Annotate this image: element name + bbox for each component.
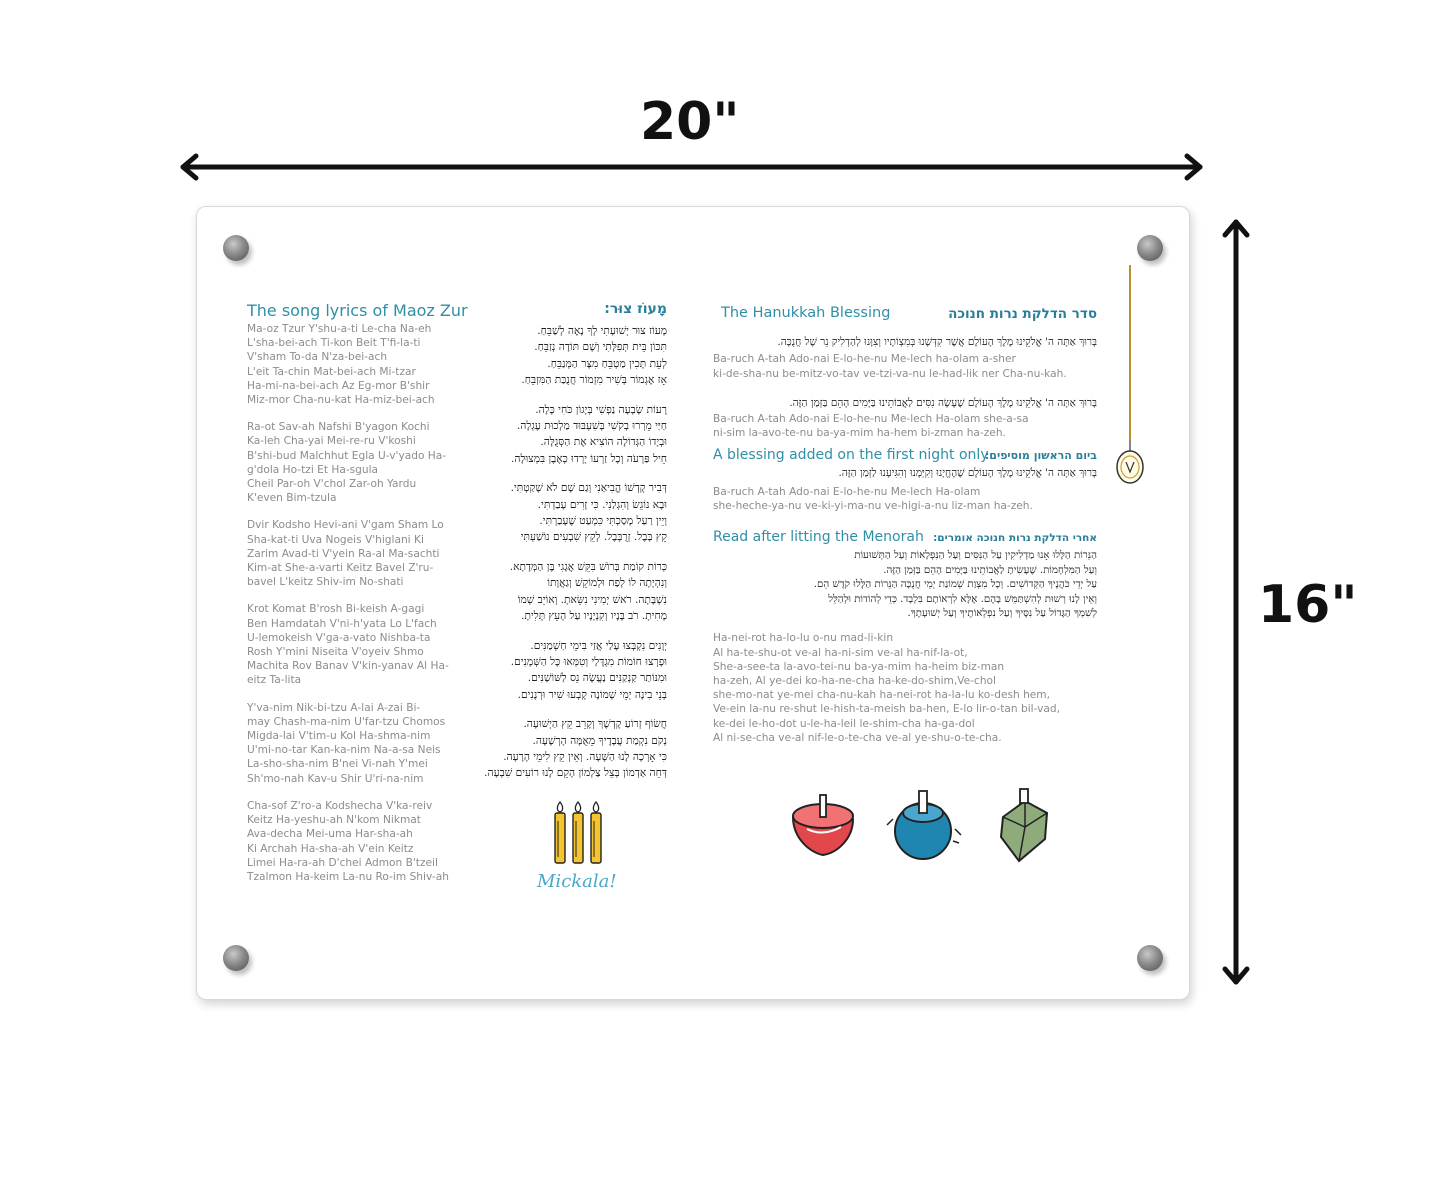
acrylic-panel <box>196 206 1190 1000</box>
maoz-zur-hebrew-stanza: דְּבִיר קָדְשׁוֹ הֱבִיאַנִי וְגַם שָׁם לֹא שָׁקַטְתִּי. וּבָא נוֹגֵשׂ וְהִגְלַנִי. כִּי זָרִים עָבַדְתִּי. וְיֵין רַעַל מָסַכְתִּי כִּמְעַט שֶׁעָבַרְתִּי. קֵץ בָּבֶל. זְרֻבָּבֶל. לְקֵץ שִׁבְעִים נוֹשַׁעְתִּי <box>510 482 667 544</box>
after-lighting-hebrew: הַנֵּרוֹת הַלָּלוּ אָנוּ מַדְלִיקִין עַל הַנִּסִּים וְעַל הַנִּפְלָאוֹת וְעַל הַתְּשׁוּעוֹת וְעַל הַמִּלְחָמוֹת. שֶׁעָשִׂיתָ לַאֲבוֹתֵינוּ בַּיָּמִים הָהֵם בַּזְּמַן הַזֶּה. עַל יְדֵי כֹּהֲנֶיךָ הַקְּדוֹשִׁים. וְכָל מִצְוַת שְׁמוֹנַת יְמֵי חֲנֻכָּה הַנֵּרוֹת הַלָּלוּ קֹדֶשׁ הֵם. וְאֵין לָנוּ רְשׁוּת לְהִשְׁתַּמֵּשׁ בָּהֶם. אֶלָּא לִרְאוֹתָם בִּלְבָד. כְּדֵי לְהוֹדוֹת וּלְהַלֵּל לְשִׁמְךָ הַגָּדוֹל עַל נִסֶּיךָ וְעַל נִפְלְאוֹתֶיךָ וְעַל יְשׁוּעָתֶךָ. <box>813 550 1097 620</box>
screw-icon <box>223 945 249 971</box>
first-night-title-hebrew: ביום הראשון מוסיפים: <box>984 448 1097 462</box>
candles-icon <box>549 799 609 865</box>
after-lighting-title-english: Read after litting the Menorah <box>713 529 924 546</box>
dreidel-blue-icon <box>883 779 967 865</box>
maoz-zur-hebrew-column <box>462 301 667 795</box>
maoz-zur-stanza: Ra-ot Sav-ah Nafshi B'yagon Kochi Ka-leh Cha-yai Mei-re-ru V'koshi B'shi-bud Malchhut Egla U-v'yado Ha- g'dola Ho-tzi Et Ha-sgula Cheil Par-oh V'chol Zar-oh Yardu K'even Bim-tzula <box>247 421 447 505</box>
after-lighting-header <box>713 529 1097 547</box>
blessings-column <box>713 304 1097 745</box>
maoz-zur-hebrew-stanza: רָעוֹת שָׂבְעָה נַפְשִׁי בְּיָגוֹן כֹּחִי כָּלָה. חַיַּי מֵרְרוּ בְקֹשִׁי בְּשִׁעְבּוּד מַלְכוּת עֶגְלָה. וּבְיָדוֹ הַגְּדוֹלָה הוֹצִיא אֶת הַסְּגֻלָּה. חֵיל פַּרְעֹה וְכָל זַרְעוֹ יָרְדוּ כְּאֶבֶן בִּמְצוּלָה. <box>511 403 667 465</box>
after-lighting-translit: Ha-nei-rot ha-lo-lu o-nu mad-li-kin Al ha-te-shu-ot ve-al ha-ni-sim ve-al ha-nif-la-ot, She-a-see-ta la-avo-tei-nu ba-ya-mim ha-heim biz-man ha-zeh, Al ye-dei ko-ha-ne-cha ha-ke-do-shim,Ve-chol she-mo-nat ye-mei cha-nu-kah ha-nei-rot ha-la-lu ko-desh hem, Ve-ein la-nu re-shut le-hish-ta-meish ba-hen, E-lo lir-o-tan bil-vad, ke-dei le-ho-dot u-le-ha-leil le-shim-cha ha-ga-dol Al ni-se-cha ve-al nif-le-o-te-cha ve-al ye-shu-o-te-cha. <box>713 632 1060 744</box>
maoz-zur-hebrew-stanza: מָעוֹז צוּר יְשׁוּעָתִי לְךָ נָאֶה לְשַׁבֵּחַ. תִּכּוֹן בֵּית תְּפִלָּתִי וְשָׁם תּוֹדָה נְזַבֵּחַ. לְעֵת תָּכִין מַטְבֵּחַ מִצָּר הַמְּנַבֵּחַ. אָז אֶגְמוֹר בְּשִׁיר מִזְמוֹר חֲנֻכַּת הַמִּזְבֵּחַ. <box>521 325 667 387</box>
screw-icon <box>1137 235 1163 261</box>
blessing-2-hebrew: בָּרוּךְ אַתָּה ה' אֱלֹקֵינוּ מֶלֶךְ הָעוֹלָם שֶׁעָשָׂה נִסִּים לַאֲבוֹתֵינוּ בַּיָּמִים הָהֵם בַּזְּמַן הַזֶּה. <box>789 396 1097 409</box>
maoz-zur-stanza: Cha-sof Z'ro-a Kodshecha V'ka-reiv Keitz Ha-yeshu-ah N'kom Nikmat Ava-decha Mei-uma Har-sha-ah Ki Archah Ha-sha-ah V'ein Keitz Limei Ha-ra-ah D'chei Admon B'tzeil Tzalmon Ha-keim La-nu Ro-im Shiv-ah <box>247 799 449 883</box>
maoz-zur-stanza: Ma-oz Tzur Y'shu-a-ti Le-cha Na-eh L'sha-bei-ach Ti-kon Beit T'fi-la-ti V'sham To-da N'za-bei-ach L'eit Ta-chin Mat-bei-ach Mi-tzar Ha-mi-na-bei-ach Az Eg-mor B'shir Miz-mor Cha-nu-kat Ha-miz-bei-ach <box>247 323 435 407</box>
screw-icon <box>223 235 249 261</box>
maoz-zur-hebrew-stanza: יְוָנִים נִקְבְּצוּ עָלַי אֲזַי בִּימֵי חַשְׁמַנִּים. וּפָרְצוּ חוֹמוֹת מִגְדָּלַי וְטִמְּאוּ כָּל הַשְּׁמָנִים. וּמִנּוֹתַר קַנְקַנִּים נַעֲשָׂה נֵס לַשּׁוֹשַׁנִּים. בְּנֵי בִינָה יְמֵי שְׁמוֹנָה קָבְעוּ שִׁיר וּרְנָנִים. <box>510 639 667 701</box>
screw-icon <box>1137 945 1163 971</box>
brand-signature: Mickala! <box>537 871 617 892</box>
width-label: 20" <box>640 92 740 152</box>
dreidel-green-icon <box>995 787 1055 865</box>
hanging-ornament-icon <box>1112 265 1152 489</box>
blessing-2-translit: Ba-ruch A-tah Ado-nai E-lo-he-nu Me-lech Ha-olam she-a-sa ni-sim la-avo-te-nu ba-ya-mim ha-hem bi-zman ha-zeh. <box>713 413 1029 440</box>
maoz-zur-hebrew-stanza: כְּרוֹת קוֹמַת בְּרוֹשׁ בִּקֵּשׁ אֲגָגִי בֶּן הַמְּדָתָא. וְנִהְיָתָה לוֹ לְפַח וּלְמוֹקֵשׁ וְגַאֲוָתוֹ נִשְׁבָּתָה. רֹאשׁ יְמִינִי נִשֵּׂאתָ. וְאוֹיֵב שְׁמוֹ מָחִיתָ. רֹב בָּנָיו וְקִנְיָנָיו עַל הָעֵץ תָּלִיתָ. <box>509 560 667 623</box>
first-night-title-english: A blessing added on the first night only <box>713 446 989 463</box>
after-lighting-title-hebrew: אחרי הדלקת נרות חנוכה אומרים: <box>933 532 1097 545</box>
blessing-3-translit: Ba-ruch A-tah Ado-nai E-lo-he-nu Me-lech Ha-olam she-heche-ya-nu ve-ki-yi-ma-nu ve-higi-a-nu liz-man ha-zeh. <box>713 486 1033 513</box>
blessings-header <box>713 304 1097 326</box>
blessing-title-hebrew: סדר הדלקת נרות חנוכה <box>948 306 1097 322</box>
blessing-3-hebrew: בָּרוּךְ אַתָּה ה' אֱלֹקֵינוּ מֶלֶךְ הָעוֹלָם שֶׁהֶחֱיָנוּ וְקִיְּמָנוּ וְהִגִּיעָנוּ לַזְּמַן הַזֶּה. <box>838 466 1097 479</box>
maoz-zur-stanza: Krot Komat B'rosh Bi-keish A-gagi Ben Hamdatah V'ni-h'yata Lo L'fach U-lemokeish V'ga-a-vato Nishba-ta Rosh Y'mini Niseita V'oyeiv Shmo Machita Rov Banav V'kin-yanav Al Ha- eitz Ta-lita <box>247 603 449 687</box>
maoz-zur-english-title: The song lyrics of Maoz Zur <box>247 301 468 320</box>
maoz-zur-english-column <box>247 301 468 897</box>
maoz-zur-hebrew-stanza: חֲשׂוֹף זְרוֹעַ קָדְשֶׁךָ וְקָרֵב קֵץ הַיְשׁוּעָה. נְקֹם נִקְמַת עֲבָדֶיךָ מֵאֻמָּה הָרְשָׁעָה. כִּי אָרְכָה לָנוּ הַשָּׁעָה. וְאֵין קֵץ לִימֵי הָרָעָה. דְּחֵה אַדְמוֹן בְּצֵל צַלְמוֹן הָקֵם לָנוּ רוֹעִים שִׁבְעָה. <box>484 718 667 780</box>
blessing-title-english: The Hanukkah Blessing <box>721 305 891 321</box>
maoz-zur-stanza: Y'va-nim Nik-bi-tzu A-lai A-zai Bi- may Chash-ma-nim U'far-tzu Chomos Migda-lai V'tim-u Kol Ha-shma-nim U'mi-no-tar Kan-ka-nim Na-a-sa Neis La-sho-sha-nim B'nei Vi-nah Y'mei Sh'mo-nah Kav-u Shir U'ri-na-nim <box>247 701 446 785</box>
height-label: 16" <box>1258 575 1358 635</box>
blessing-1-hebrew: בָּרוּךְ אַתָּה ה' אֱלֹקֵינוּ מֶלֶךְ הָעוֹלָם אֲשֶׁר קִדְּשָׁנוּ בְּמִצְוֹתָיו וְצִוָּנוּ לְהַדְלִיק נֵר שֶׁל חֲנֻכָּה. <box>777 336 1097 348</box>
first-night-header <box>713 447 1097 465</box>
maoz-zur-hebrew-title: מָעוֹז צוּר: <box>604 301 667 317</box>
maoz-zur-stanza: Dvir Kodsho Hevi-ani V'gam Sham Lo Sha-kat-ti Uva Nogeis V'higlani Ki Zarim Avad-ti V'yein Ra-al Ma-sachti Kim-at She-a-varti Keitz Bavel Z'ru- bavel L'keitz Shiv-im No-shati <box>247 519 444 589</box>
blessing-1-translit: Ba-ruch A-tah Ado-nai E-lo-he-nu Me-lech ha-olam a-sher ki-de-sha-nu be-mitz-vo-tav ve-tzi-va-nu le-had-lik ner Cha-nu-kah. <box>713 353 1067 380</box>
dreidel-red-icon <box>787 789 863 861</box>
